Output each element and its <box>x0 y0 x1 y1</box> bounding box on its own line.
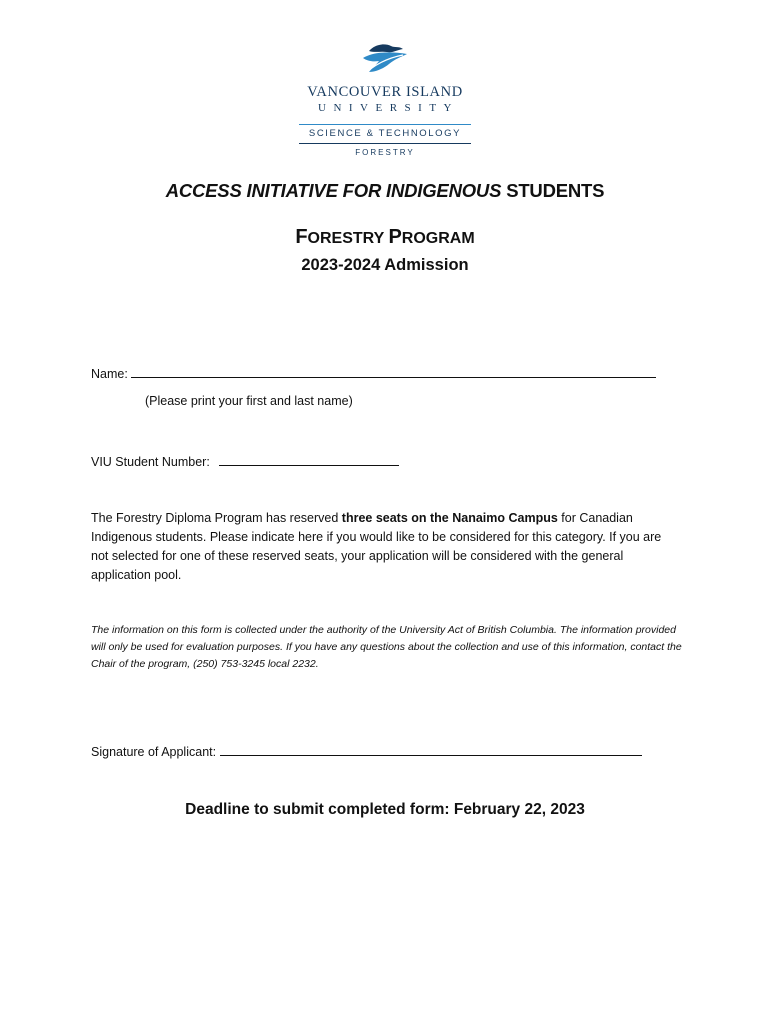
student-number-row <box>91 453 399 469</box>
description-text-1: The Forestry Diploma Program has reserved <box>91 511 342 525</box>
program-title <box>0 226 770 249</box>
student-number-label: VIU Student Number: <box>91 455 210 469</box>
name-label: Name: <box>91 367 128 381</box>
program-initial-p: P <box>388 226 402 248</box>
description-text-2: for Canadian Indigenous students. Please indicate here if you would like to be considered for this category. If you are not selected for one of these reserved seats, your application will be considered with the general application pool. <box>91 511 662 582</box>
title-regular: STUDENTS <box>506 180 605 201</box>
leaf-wave-icon <box>355 42 415 78</box>
logo-divider-top <box>299 124 471 125</box>
deadline-text: Deadline to submit completed form: February 22, 2023 <box>185 801 585 818</box>
department-name: FORESTRY <box>355 148 415 157</box>
program-word-rest-2: ROGRAM <box>401 230 475 247</box>
description-bold: three seats on the Nanaimo Campus <box>341 511 558 525</box>
logo-divider-bottom <box>299 143 471 144</box>
brand-name: VANCOUVER ISLAND <box>307 84 463 100</box>
viu-logo <box>270 42 500 162</box>
faculty-name: SCIENCE & TECHNOLOGY <box>308 128 462 139</box>
name-input-line[interactable] <box>131 365 656 378</box>
title-italic: ACCESS INITIATIVE FOR INDIGENOUS <box>165 180 502 201</box>
signature-input-line[interactable] <box>220 743 642 756</box>
student-number-input-line[interactable] <box>219 453 399 466</box>
page-title <box>0 180 770 202</box>
name-field-row <box>91 365 656 381</box>
brand-subtitle: UNIVERSITY <box>318 102 459 114</box>
program-description <box>91 509 681 585</box>
admission-year: 2023-2024 Admission <box>301 256 469 274</box>
signature-row <box>91 743 642 759</box>
signature-label: Signature of Applicant: <box>91 745 217 759</box>
program-word-rest-1: ORESTRY <box>307 230 384 247</box>
program-initial-f: F <box>295 226 308 248</box>
name-hint: (Please print your first and last name) <box>145 394 353 408</box>
privacy-notice: The information on this form is collected under the authority of the University Act of British Columbia. The information provided will only be used for evaluation purposes. If you have any questions about the collection and use of this information, contact the Chair of the program, (250) 753-3245 local 2232. <box>91 624 682 670</box>
